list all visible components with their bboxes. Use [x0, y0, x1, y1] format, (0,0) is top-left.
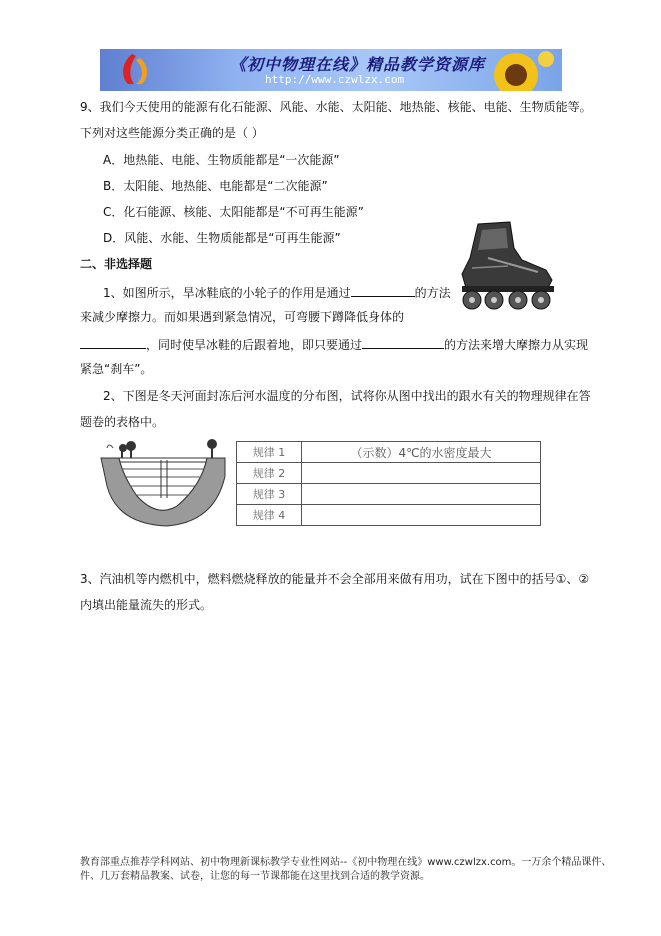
rule-value-cell[interactable]	[302, 505, 541, 526]
rule-value-cell[interactable]	[302, 463, 541, 484]
q1-answer-blank-2[interactable]	[80, 336, 146, 349]
rule-label: 规律 3	[237, 484, 302, 505]
q1-line3-end: 的方法来增大摩擦力从实现	[444, 338, 589, 352]
rule-value-cell[interactable]: （示数）4℃的水密度最大	[302, 442, 541, 463]
site-logo-icon	[114, 52, 154, 88]
header-banner	[100, 49, 562, 91]
banner-title: 《初中物理在线》精品教学资源库	[230, 55, 486, 74]
q2-line2: 题卷的表格中。	[80, 415, 165, 429]
q9-stem-line2: 下列对这些能源分类正确的是（ ）	[80, 126, 264, 140]
q3-line2: 内填出能量流失的形式。	[80, 598, 213, 612]
footer-line1: 教育部重点推荐学科网站、初中物理新课标教学专业性网站--《初中物理在线》www.czwlzx.com。一万余个精品课件、	[80, 857, 612, 868]
table-row	[237, 463, 541, 484]
rules-table	[236, 441, 541, 526]
q2-line1: 2、下图是冬天河面封冻后河水温度的分布图，试将你从图中找出的跟水有关的物理规律在答	[103, 389, 591, 403]
q3-line1: 3、汽油机等内燃机中，燃料燃烧释放的能量并不会全部用来做有用功，试在下图中的括号①、②	[80, 572, 590, 586]
q1-line1-start: 1、如图所示，旱冰鞋底的小轮子的作用是通过	[103, 286, 351, 300]
q1-line4: 紧急“刹车”。	[80, 362, 153, 376]
section-title: 二、非选择题	[80, 257, 153, 271]
inline-skate-icon	[448, 218, 560, 310]
river-temperature-diagram	[97, 436, 227, 530]
q9-option-a: A．地热能、电能、生物质能都是“一次能源”	[103, 153, 340, 167]
table-row	[237, 505, 541, 526]
rule-label: 规律 1	[237, 442, 302, 463]
q1-line1	[103, 284, 451, 300]
footer-line2: 件、几万套精品教案、试卷，让您的每一节课都能在这里找到合适的教学资源。	[80, 871, 430, 882]
q9-stem-line1: 9、我们今天使用的能源有化石能源、风能、水能、太阳能、地热能、核能、电能、生物质能等。	[80, 100, 592, 114]
q1-line3-mid: ，同时使旱冰鞋的后跟着地，即只要通过	[146, 338, 363, 352]
q9-option-b: B．太阳能、地热能、电能都是“二次能源”	[103, 179, 328, 193]
q1-answer-blank-1[interactable]	[351, 284, 415, 297]
q1-line2: 来减少摩擦力。而如果遇到紧急情况，可弯腰下蹲降低身体的	[80, 310, 405, 324]
q1-answer-blank-3[interactable]	[362, 336, 444, 349]
rule-label: 规律 4	[237, 505, 302, 526]
q1-line1-end: 的方法	[414, 286, 451, 300]
table-row	[237, 442, 541, 463]
sunflower-icon	[476, 49, 556, 91]
q1-line3	[80, 336, 588, 352]
q9-option-c: C．化石能源、核能、太阳能都是“不可再生能源”	[103, 205, 364, 219]
table-row	[237, 484, 541, 505]
rule-value-cell[interactable]	[302, 484, 541, 505]
q9-option-d: D．风能、水能、生物质能都是“可再生能源”	[103, 231, 341, 245]
banner-url[interactable]: http://www.czwlzx.com	[265, 73, 405, 86]
rule-label: 规律 2	[237, 463, 302, 484]
